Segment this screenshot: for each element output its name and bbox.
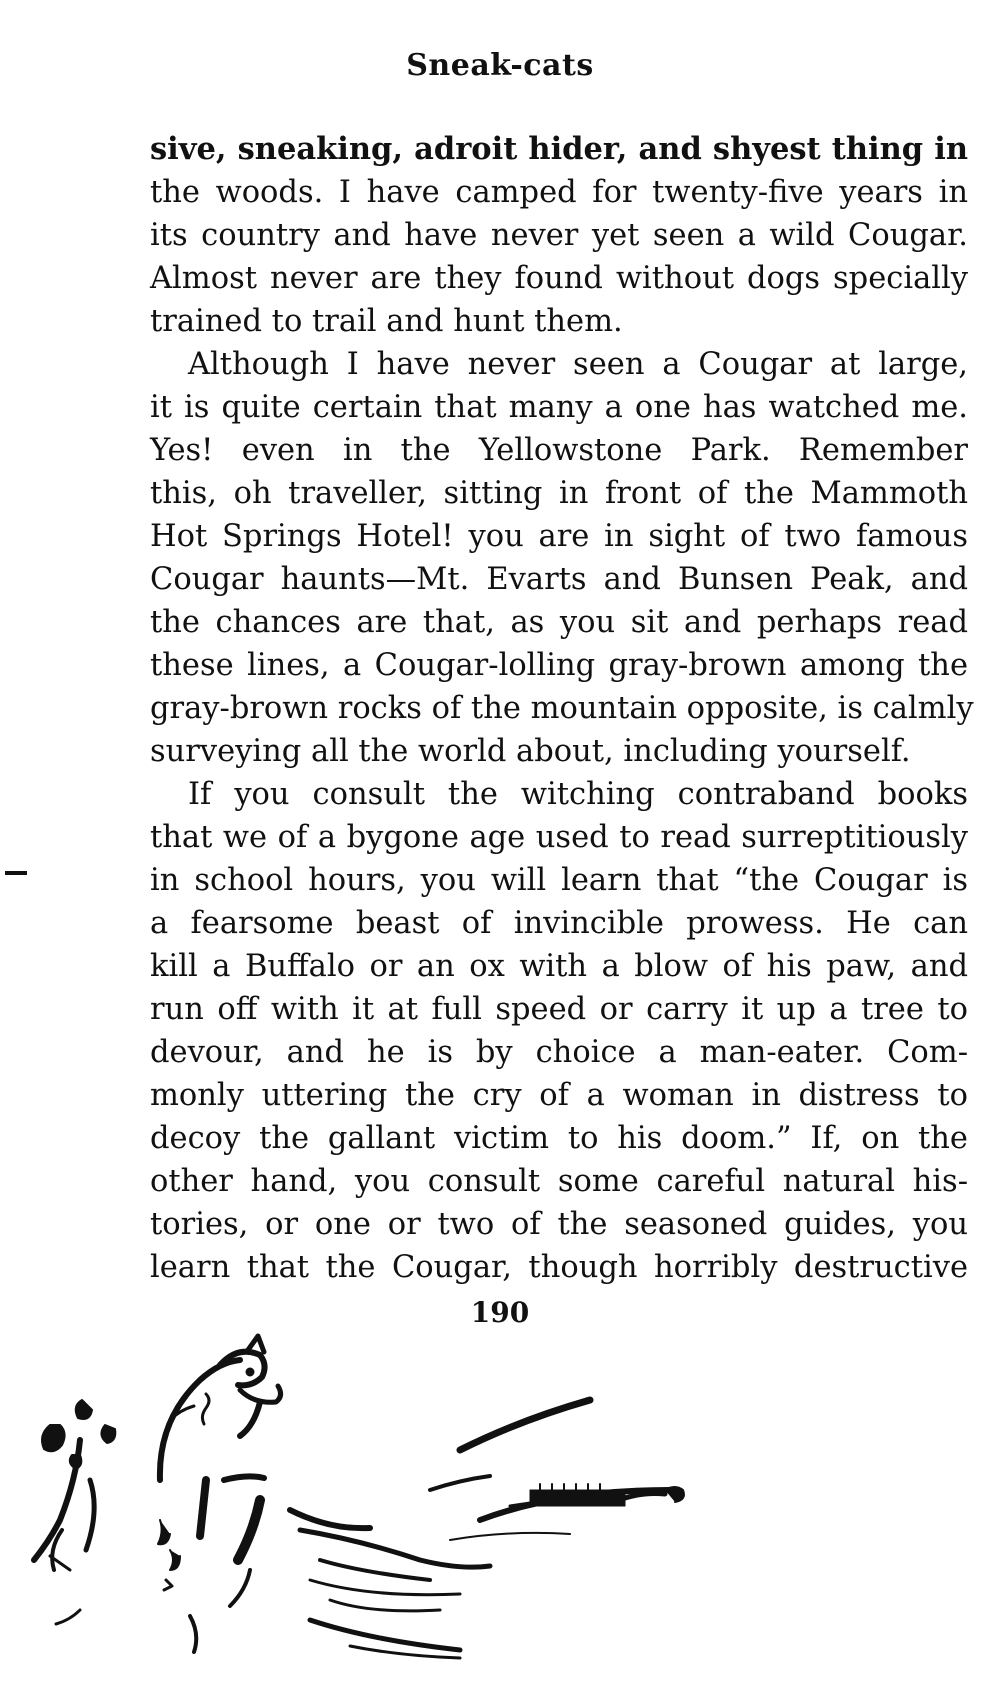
text-line: that we of a bygone age used to read surreptitiously [150,820,968,855]
cougar-sketch-illustration [10,1330,740,1680]
text-line: the woods. I have camped for twenty-five years in [150,175,968,210]
text-line: decoy the gallant victim to his doom.” If, on the [150,1121,968,1156]
text-line: monly uttering the cry of a woman in distress to [150,1078,968,1113]
text-line: surveying all the world about, including yourself. [150,734,911,769]
text-line: a fearsome beast of invincible prowess. He can [150,906,968,941]
text-line: the chances are that, as you sit and perhaps read [150,605,968,640]
text-line: Cougar haunts—Mt. Evarts and Bunsen Peak, and [150,562,968,597]
text-line: Almost never are they found without dogs specially [150,261,968,296]
margin-mark [5,870,31,876]
running-head: Sneak-cats [406,48,594,83]
text-line: its country and have never yet seen a wild Cougar. [150,218,968,253]
body-text [150,128,974,1289]
text-line: these lines, a Cougar-lolling gray-brown among the [150,648,968,683]
text-line: devour, and he is by choice a man-eater. Com- [150,1035,968,1070]
text-line: other hand, you consult some careful natural his- [150,1164,968,1199]
text-line: learn that the Cougar, though horribly destructive [150,1250,968,1285]
text-line: in school hours, you will learn that “the Cougar is [150,863,968,898]
text-line: it is quite certain that many a one has watched me. [150,390,968,425]
text-line: gray-brown rocks of the mountain opposite, is calmly [150,691,974,726]
page-number: 190 [470,1296,530,1329]
text-line: Although I have never seen a Cougar at large, [188,347,968,382]
text-line: kill a Buffalo or an ox with a blow of his paw, and [150,949,968,984]
text-line: sive, sneaking, adroit hider, and shyest thing in [150,131,968,167]
text-line: this, oh traveller, sitting in front of the Mammoth [150,476,968,511]
text-line: run off with it at full speed or carry it up a tree to [150,992,968,1027]
text-line: If you consult the witching contraband books [188,777,968,812]
text-line: Hot Springs Hotel! you are in sight of two famous [150,519,968,554]
text-line: trained to trail and hunt them. [150,304,623,339]
text-line: Yes! even in the Yellowstone Park. Remember [150,433,968,468]
text-line: tories, or one or two of the seasoned guides, you [150,1207,968,1242]
